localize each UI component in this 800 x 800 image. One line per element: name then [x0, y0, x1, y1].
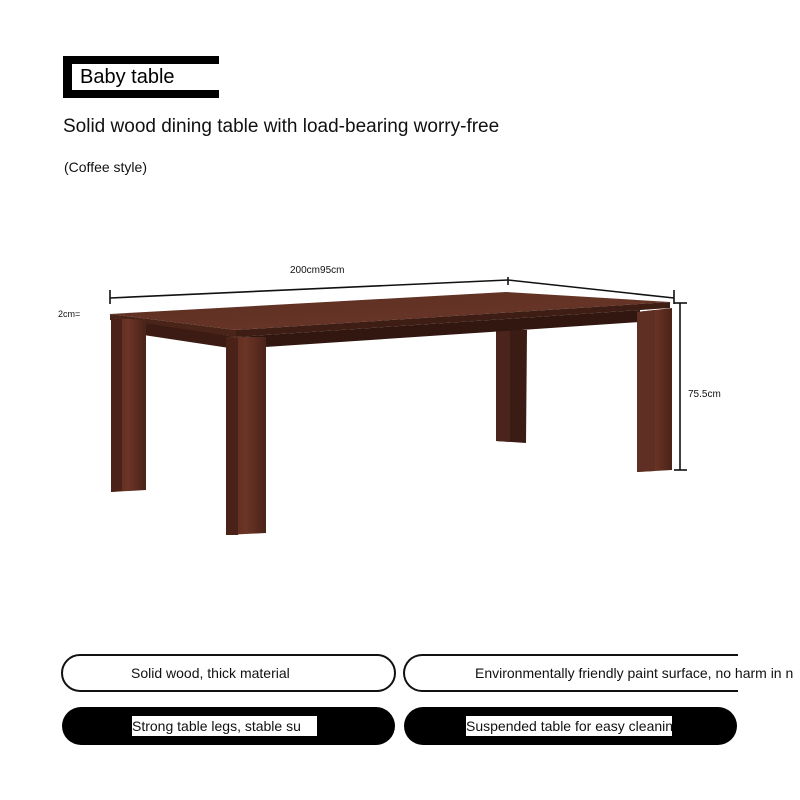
- feature-pill-solid-wood: [61, 654, 396, 692]
- table-top: [110, 292, 670, 349]
- back-legs: [496, 330, 527, 443]
- feature-label: Strong table legs, stable su: [132, 716, 317, 736]
- feature-label: Suspended table for easy cleanin: [466, 718, 674, 734]
- thickness-dimension-label: 2cm=: [58, 309, 81, 319]
- height-dimension-label: 75.5cm: [688, 389, 721, 400]
- feature-pill-easy-cleaning: [404, 707, 737, 745]
- style-note: (Coffee style): [64, 159, 147, 175]
- product-subtitle: Solid wood dining table with load-bearing worry-free: [63, 116, 500, 137]
- feature-label: Environmentally friendly paint surface, no harm in n: [475, 665, 794, 681]
- front-left-leg: [226, 337, 266, 535]
- right-corner-leg: [637, 308, 672, 472]
- left-corner-leg: [111, 318, 146, 492]
- page-title: Baby table: [80, 66, 175, 88]
- feature-pill-strong-legs: [62, 707, 395, 745]
- feature-label: Solid wood, thick material: [131, 665, 290, 681]
- width-dimension-label: 200cm95cm: [290, 265, 345, 276]
- feature-pill-eco-paint: [403, 654, 794, 692]
